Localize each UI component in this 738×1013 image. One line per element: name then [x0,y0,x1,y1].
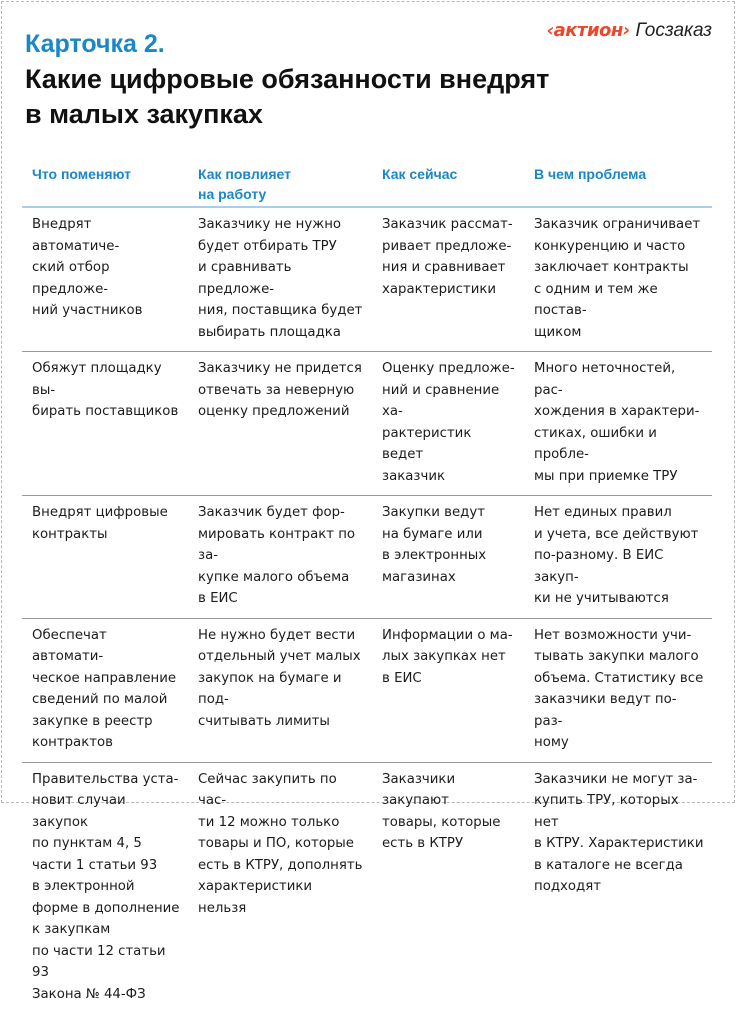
column-header: Как сейчас [372,160,524,206]
column-header: Как повлияет на работу [188,160,372,206]
card-number: Карточка 2. [25,30,165,59]
cell-problem: Много неточностей, рас- хождения в характери- стиках, ошибки и пробле- мы при приемке ТРУ [524,352,712,495]
cell-problem: Нет возможности учи- тывать закупки малого объема. Статистику все заказчики ведут по-раз- ному [524,619,712,762]
cell-what-changes: Обяжут площадку вы- бирать поставщиков [22,352,188,495]
cell-current: Оценку предложе- ний и сравнение ха- рактеристик ведет заказчик [372,352,524,495]
cell-what-changes: Правительства уста- новит случаи закупок по пунктам 4, 5 части 1 статьи 93 в электронной форме в дополнение к закупкам по части 12 статьи 93 Закона № 44-ФЗ [22,763,188,1013]
cell-impact: Заказчик будет фор- мировать контракт по за- купке малого объема в ЕИС [188,496,372,618]
cell-current: Заказчик рассмат- ривает предложе- ния и сравнивает характеристики [372,208,524,351]
table-row [22,496,712,619]
cell-current: Информации о ма- лых закупках нет в ЕИС [372,619,524,762]
cell-problem: Нет единых правил и учета, все действуют по-разному. В ЕИС закуп- ки не учитываются [524,496,712,618]
cell-what-changes: Внедрят цифровые контракты [22,496,188,618]
cell-problem: Заказчик ограничивает конкуренцию и часто заключает контракты с одним и тем же постав- щиком [524,208,712,351]
table-row [22,208,712,352]
cell-impact: Заказчику не придется отвечать за неверную оценку предложений [188,352,372,495]
table-header [22,160,712,208]
cell-problem: Заказчики не могут за- купить ТРУ, которых нет в КТРУ. Характеристики в каталоге не всегда подходят [524,763,712,1013]
logo [547,20,712,42]
table-row [22,352,712,496]
table-row [22,763,712,1013]
column-header: В чем проблема [524,160,712,206]
cell-what-changes: Внедрят автоматиче- ский отбор предложе- ний участников [22,208,188,351]
cell-what-changes: Обеспечат автомати- ческое направление сведений по малой закупке в реестр контрактов [22,619,188,762]
comparison-table [22,160,712,1013]
page-title: Какие цифровые обязанности внедрят в малых закупках [25,62,585,132]
logo-brand: ‹актион› [547,20,630,41]
column-header: Что поменяют [22,160,188,206]
cell-current: Заказчики закупают товары, которые есть в КТРУ [372,763,524,1013]
cell-impact: Не нужно будет вести отдельный учет малых закупок на бумаге и под- считывать лимиты [188,619,372,762]
cell-impact: Сейчас закупить по час- ти 12 можно только товары и ПО, которые есть в КТРУ, дополнять характеристики нельзя [188,763,372,1013]
table-row [22,619,712,763]
logo-product: Госзаказ [636,20,712,41]
cell-current: Закупки ведут на бумаге или в электронных магазинах [372,496,524,618]
cell-impact: Заказчику не нужно будет отбирать ТРУ и сравнивать предложе- ния, поставщика будет выбирать площадка [188,208,372,351]
